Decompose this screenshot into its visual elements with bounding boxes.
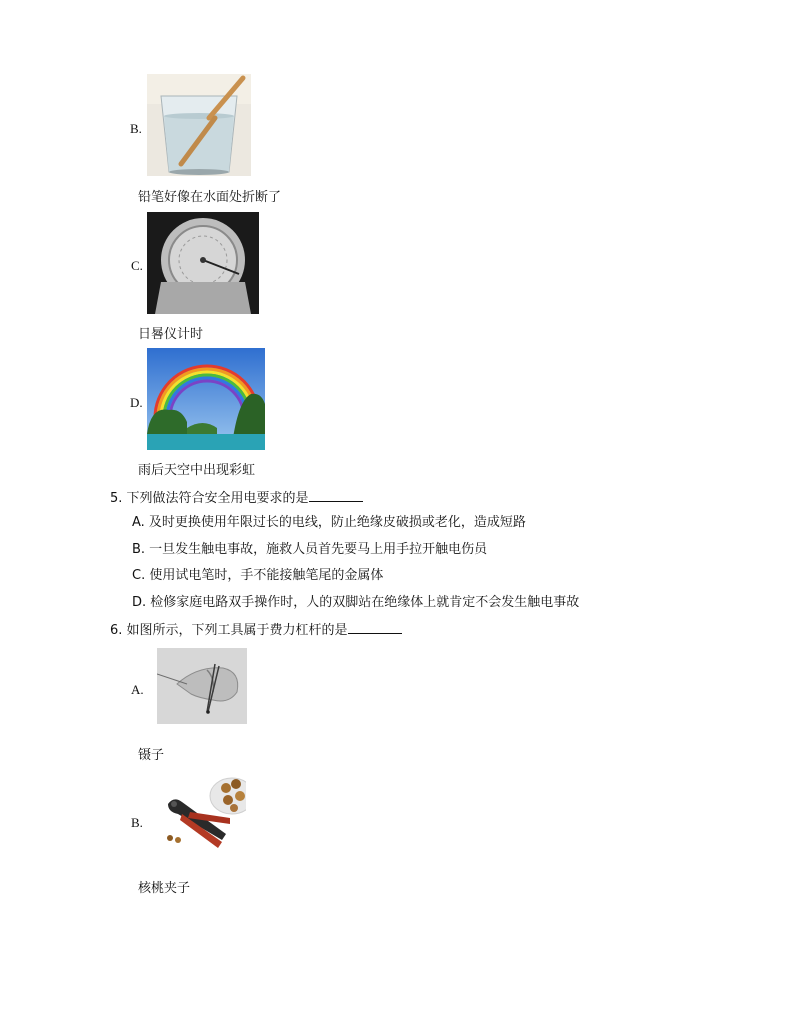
tweezers-image bbox=[157, 648, 247, 724]
option-letter: B. bbox=[131, 815, 143, 830]
option-letter: C. bbox=[131, 258, 143, 273]
option-caption: 核桃夹子 bbox=[138, 881, 191, 896]
answer-blank[interactable] bbox=[309, 489, 363, 502]
question-5-option-c: C. 使用试电笔时，手不能接触笔尾的金属体 bbox=[132, 568, 384, 583]
option-letter: A. bbox=[131, 682, 144, 697]
nutcracker-image bbox=[160, 774, 246, 856]
sundial-image bbox=[147, 212, 259, 314]
question-5-option-b: B. 一旦发生触电事故，施救人员首先要马上用手拉开触电伤员 bbox=[132, 542, 488, 557]
question-6-text: 6. 如图所示，下列工具属于费力杠杆的是 bbox=[110, 623, 348, 638]
question-5-option-a: A. 及时更换使用年限过长的电线，防止绝缘皮破损或老化，造成短路 bbox=[132, 515, 526, 530]
question-5-text: 5. 下列做法符合安全用电要求的是 bbox=[110, 491, 309, 506]
answer-blank[interactable] bbox=[348, 621, 402, 634]
option-caption: 雨后天空中出现彩虹 bbox=[138, 463, 256, 478]
option-caption: 日晷仪计时 bbox=[138, 327, 204, 342]
question-5-stem bbox=[110, 487, 363, 506]
question-6-stem bbox=[110, 619, 402, 638]
question-5-option-d: D. 检修家庭电路双手操作时，人的双脚站在绝缘体上就肯定不会发生触电事故 bbox=[132, 595, 580, 610]
rainbow-image bbox=[147, 348, 265, 450]
option-caption: 镊子 bbox=[138, 748, 165, 763]
option-letter: D. bbox=[130, 395, 143, 410]
option-letter: B. bbox=[130, 121, 142, 136]
pencil-in-water-image bbox=[147, 74, 251, 176]
option-caption: 铅笔好像在水面处折断了 bbox=[138, 190, 282, 205]
